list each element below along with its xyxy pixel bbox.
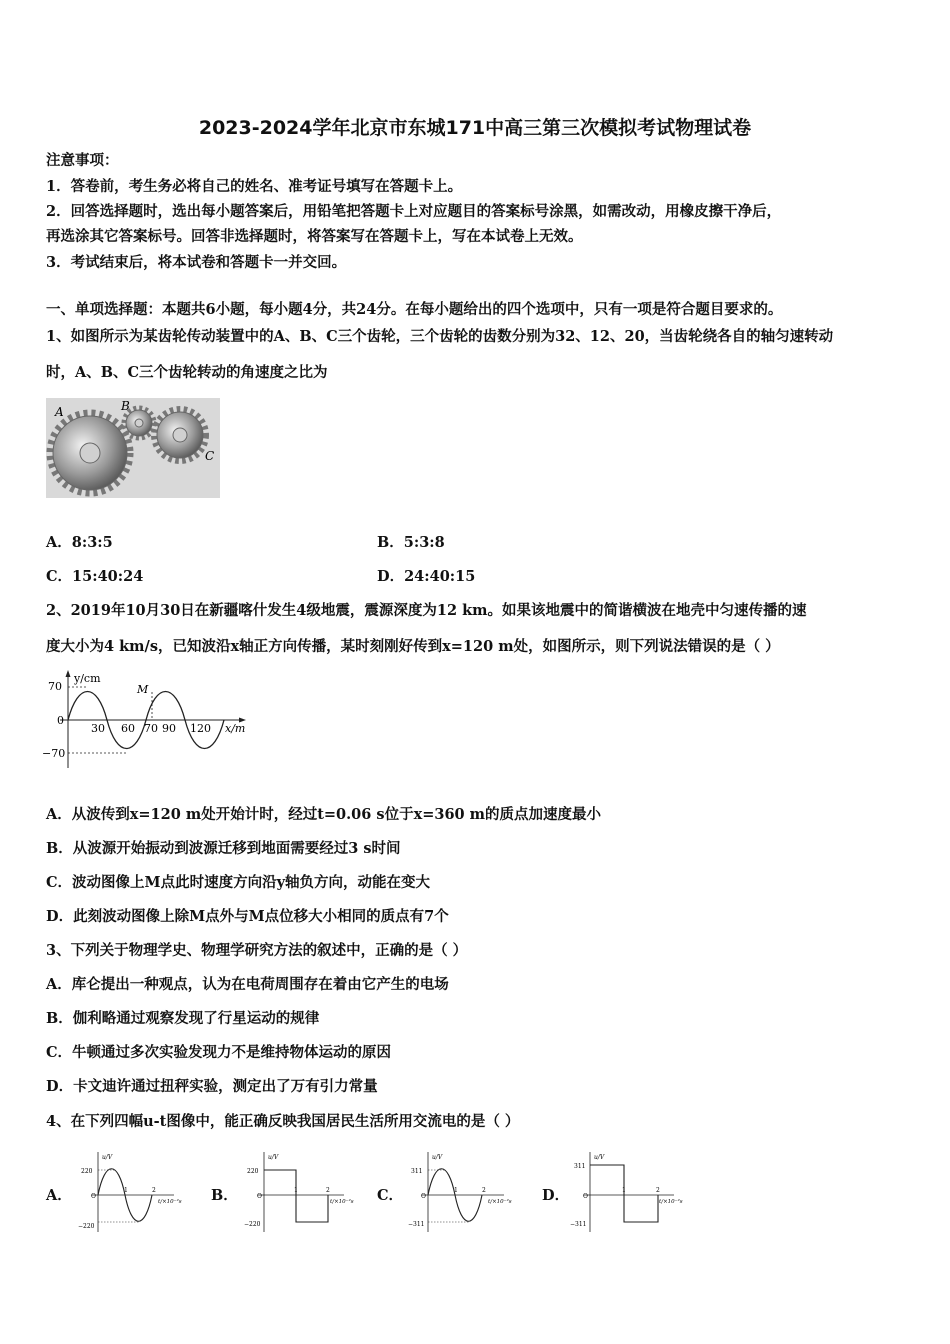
q1-option-c[interactable]: C．15:40:24 bbox=[46, 568, 144, 585]
x-tick: 120 bbox=[190, 722, 211, 735]
x-tick: 30 bbox=[91, 722, 105, 735]
q4-graph-c[interactable] bbox=[404, 1150, 524, 1239]
svg-text:1: 1 bbox=[622, 1187, 626, 1194]
notice-item: 3．考试结束后，将本试卷和答题卡一并交回。 bbox=[46, 254, 347, 271]
svg-text:t/×10⁻²s: t/×10⁻²s bbox=[158, 1199, 182, 1205]
q3-option-a[interactable]: A．库仑提出一种观点，认为在电荷周围存在着由它产生的电场 bbox=[46, 976, 449, 993]
notice-item: 2．回答选择题时，选出每小题答案后，用铅笔把答题卡上对应题目的答案标号涂黑，如需改动，用橡皮擦干净后， bbox=[46, 203, 782, 220]
y-axis-label: y/cm bbox=[74, 672, 101, 685]
q4-option-c-label[interactable]: C． bbox=[377, 1187, 404, 1204]
q2-option-a[interactable]: A．从波传到x=120 m处开始计时，经过t=0.06 s位于x=360 m的质点加速度最小 bbox=[46, 806, 602, 823]
q1-option-d[interactable]: D．24:40:15 bbox=[377, 568, 476, 585]
y-tick: 0 bbox=[57, 714, 64, 727]
question-1-stem: 1、如图所示为某齿轮传动装置中的A、B、C三个齿轮，三个齿轮的齿数分别为32、12、20，当齿轮绕各自的轴匀速转动 bbox=[46, 328, 834, 345]
question-1-stem: 时，A、B、C三个齿轮转动的角速度之比为 bbox=[46, 364, 328, 381]
q2-option-b[interactable]: B．从波源开始振动到波源迁移到地面需要经过3 s时间 bbox=[46, 840, 401, 857]
svg-text:1: 1 bbox=[124, 1187, 128, 1194]
svg-text:1: 1 bbox=[454, 1187, 458, 1194]
svg-text:1: 1 bbox=[294, 1187, 298, 1194]
svg-text:220: 220 bbox=[81, 1168, 93, 1175]
notice-item: 再选涂其它答案标号。回答非选择题时，将答案写在答题卡上，写在本试卷上无效。 bbox=[46, 228, 583, 245]
svg-text:−220: −220 bbox=[244, 1221, 261, 1228]
svg-text:O: O bbox=[421, 1193, 426, 1200]
svg-text:311: 311 bbox=[411, 1168, 423, 1175]
svg-text:u/V: u/V bbox=[268, 1154, 279, 1161]
svg-text:−311: −311 bbox=[570, 1221, 587, 1228]
svg-text:O: O bbox=[91, 1193, 96, 1200]
wave-graph bbox=[40, 670, 255, 774]
y-tick: −70 bbox=[42, 747, 66, 760]
gear-label-c: C bbox=[205, 449, 215, 463]
x-tick: 70 bbox=[144, 722, 158, 735]
x-axis-label: x/m bbox=[225, 722, 246, 735]
notice-item: 1．答卷前，考生务必将自己的姓名、准考证号填写在答题卡上。 bbox=[46, 178, 463, 195]
q2-option-d[interactable]: D．此刻波动图像上除M点外与M点位移大小相同的质点有7个 bbox=[46, 908, 449, 925]
notice-heading: 注意事项： bbox=[46, 152, 119, 169]
x-tick: 90 bbox=[162, 722, 176, 735]
svg-text:2: 2 bbox=[656, 1187, 660, 1194]
gear-a-icon bbox=[50, 413, 130, 493]
x-tick: 60 bbox=[121, 722, 135, 735]
q4-option-b-label[interactable]: B． bbox=[211, 1187, 238, 1204]
svg-text:−220: −220 bbox=[78, 1223, 95, 1230]
q4-option-a-label[interactable]: A． bbox=[46, 1187, 72, 1204]
q4-option-d-label[interactable]: D． bbox=[542, 1187, 570, 1204]
question-2-stem: 度大小为4 km/s，已知波沿x轴正方向传播，某时刻刚好传到x=120 m处，如图所示，则下列说法错误的是（ ） bbox=[46, 638, 780, 655]
q2-option-c[interactable]: C．波动图像上M点此时速度方向沿y轴负方向，动能在变大 bbox=[46, 874, 431, 891]
svg-text:t/×10⁻²s: t/×10⁻²s bbox=[330, 1199, 354, 1205]
svg-text:−311: −311 bbox=[408, 1221, 425, 1228]
q1-option-a[interactable]: A．8:3:5 bbox=[46, 534, 113, 551]
svg-text:2: 2 bbox=[152, 1187, 156, 1194]
gear-figure bbox=[46, 398, 220, 498]
q3-option-d[interactable]: D．卡文迪许通过扭秤实验，测定出了万有引力常量 bbox=[46, 1078, 378, 1095]
svg-text:O: O bbox=[583, 1193, 588, 1200]
page-title: 2023-2024学年北京市东城171中高三第三次模拟考试物理试卷 bbox=[198, 117, 752, 139]
question-2-stem: 2、2019年10月30日在新疆喀什发生4级地震，震源深度为12 km。如果该地震中的简谐横波在地壳中匀速传播的速 bbox=[46, 602, 807, 619]
q3-option-b[interactable]: B．伽利略通过观察发现了行星运动的规律 bbox=[46, 1010, 320, 1027]
gear-c-icon bbox=[154, 409, 206, 461]
gear-label-a: A bbox=[55, 405, 64, 419]
svg-text:311: 311 bbox=[574, 1163, 586, 1170]
svg-text:O: O bbox=[257, 1193, 262, 1200]
svg-text:2: 2 bbox=[482, 1187, 486, 1194]
svg-text:t/×10⁻²s: t/×10⁻²s bbox=[488, 1199, 512, 1205]
svg-text:u/V: u/V bbox=[102, 1154, 113, 1161]
gear-label-b: B bbox=[121, 399, 130, 413]
svg-text:2: 2 bbox=[326, 1187, 330, 1194]
q3-option-c[interactable]: C．牛顿通过多次实验发现力不是维持物体运动的原因 bbox=[46, 1044, 392, 1061]
section-heading: 一、单项选择题：本题共6小题，每小题4分，共24分。在每小题给出的四个选项中，只有一项是符合题目要求的。 bbox=[46, 301, 783, 318]
q4-graph-d[interactable] bbox=[562, 1150, 687, 1239]
svg-text:220: 220 bbox=[247, 1168, 259, 1175]
q1-option-b[interactable]: B．5:3:8 bbox=[377, 534, 445, 551]
q4-graph-a[interactable] bbox=[78, 1150, 198, 1239]
point-m-label: M bbox=[137, 683, 149, 696]
question-4-stem: 4、在下列四幅u-t图像中，能正确反映我国居民生活所用交流电的是（ ） bbox=[46, 1113, 520, 1130]
question-3-stem: 3、下列关于物理学史、物理学研究方法的叙述中，正确的是（ ） bbox=[46, 942, 468, 959]
svg-text:t/×10⁻²s: t/×10⁻²s bbox=[659, 1199, 683, 1205]
q4-graph-b[interactable] bbox=[236, 1150, 356, 1239]
svg-text:u/V: u/V bbox=[594, 1154, 605, 1161]
svg-text:u/V: u/V bbox=[432, 1154, 443, 1161]
y-tick: 70 bbox=[48, 680, 62, 693]
